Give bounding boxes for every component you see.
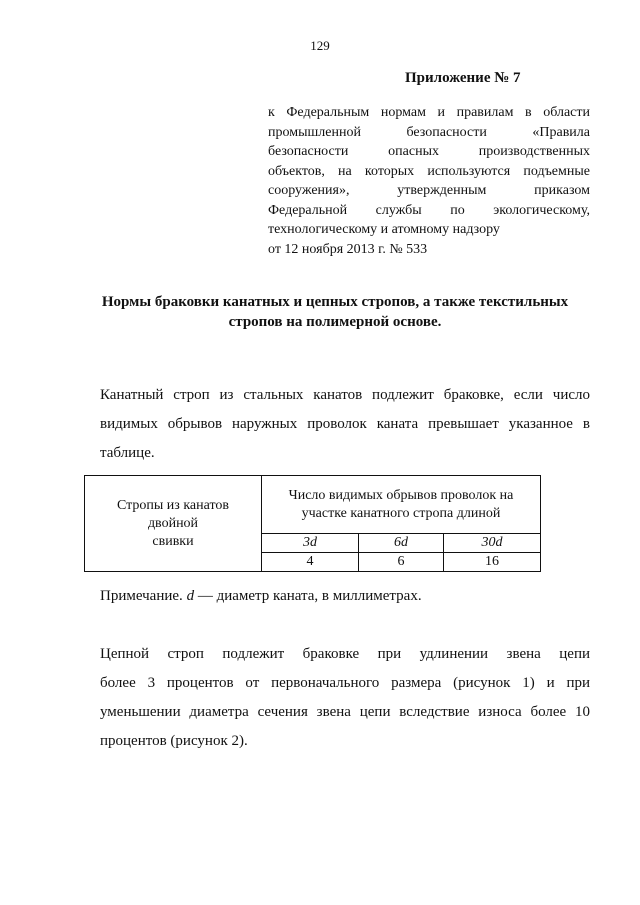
appendix-line: технологическому и атомному надзору — [268, 222, 500, 237]
note-symbol: d — [186, 588, 195, 604]
length-cell: 6d — [359, 534, 444, 553]
appendix-line: Федеральной службы по экологическому, — [268, 202, 590, 218]
note-prefix: Примечание. — [100, 588, 187, 604]
column-header-cell — [262, 476, 541, 534]
row-header-line: Стропы из канатов — [116, 497, 230, 513]
section-heading — [80, 292, 590, 332]
paragraph-line: Канатный строп из стальных канатов подлежит браковке, если число — [100, 387, 590, 403]
paragraph-line: уменьшении диаметра сечения звена цепи вследствие износа более 10 — [100, 704, 590, 720]
table-note — [100, 588, 422, 605]
appendix-line: промышленной безопасности «Правила — [268, 124, 590, 140]
appendix-line: к Федеральным нормам и правилам в области — [268, 105, 590, 120]
note-text: — диаметр каната, в миллиметрах. — [194, 588, 422, 604]
heading-line: стропов на полимерной основе. — [228, 314, 442, 330]
paragraph-line: процентов (рисунок 2). — [100, 733, 248, 749]
paragraph-chain-sling — [100, 640, 590, 756]
row-header-line: свивки — [152, 533, 194, 549]
rejection-norms-table — [84, 475, 541, 572]
paragraph-line: таблице. — [100, 445, 155, 461]
appendix-reference — [268, 103, 590, 259]
appendix-title: Приложение № 7 — [405, 70, 521, 86]
page-number: 129 — [310, 38, 330, 53]
paragraph-line: Цепной строп подлежит браковке при удлинении звена цепи — [100, 646, 590, 662]
paragraph-line: видимых обрывов наружных проволок каната превышает указанное в — [100, 416, 590, 432]
paragraph-rope-sling — [100, 381, 590, 468]
appendix-line: сооружения», утвержденным приказом — [268, 183, 590, 198]
appendix-line: объектов, на которых используются подъемные — [268, 163, 590, 179]
column-header-line: участке канатного стропа длиной — [301, 505, 501, 521]
length-cell: 30d — [444, 534, 541, 553]
appendix-line: безопасности опасных производственных — [268, 144, 590, 159]
column-header-line: Число видимых обрывов проволок на — [288, 487, 514, 503]
row-header-cell — [85, 476, 262, 572]
value-cell: 4 — [262, 553, 359, 572]
row-header-line: двойной — [147, 515, 199, 531]
appendix-line: от 12 ноября 2013 г. № 533 — [268, 241, 428, 257]
length-cell: 3d — [262, 534, 359, 553]
paragraph-line: более 3 процентов от первоначального размера (рисунок 1) и при — [100, 675, 590, 691]
heading-line: Нормы браковки канатных и цепных стропов, а также текстильных — [101, 294, 569, 310]
value-cell: 16 — [444, 553, 541, 572]
value-cell: 6 — [359, 553, 444, 572]
